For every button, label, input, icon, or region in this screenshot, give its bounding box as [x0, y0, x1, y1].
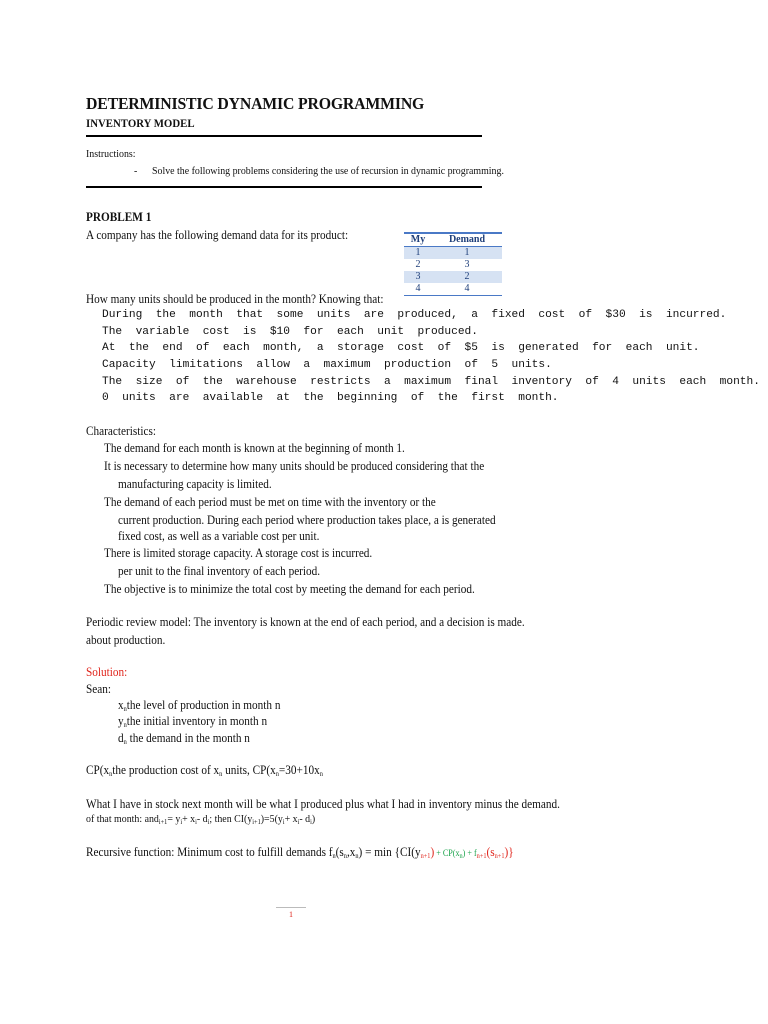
- characteristic-text: current production. During each period where production takes place, a is generated: [118, 513, 496, 527]
- table-cell-month: 1: [404, 247, 432, 260]
- instructions-text: Solve the following problems considering the use of recursion in dynamic programming.: [152, 165, 504, 177]
- characteristic-text: The demand of each period must be met on time with the inventory or the: [104, 495, 436, 509]
- table-cell-month: 4: [404, 283, 432, 296]
- solution-label: Solution:: [86, 665, 128, 679]
- doc-subtitle: INVENTORY MODEL: [86, 116, 195, 130]
- table-header-demand: Demand: [432, 233, 502, 247]
- table-row: [404, 247, 502, 260]
- problem-intro: A company has the following demand data for its product:: [86, 228, 349, 242]
- characteristic-item: [104, 441, 405, 456]
- instructions-divider: [86, 186, 482, 188]
- condition-line: The size of the warehouse restricts a maximum final inventory of 4 units each month.: [102, 376, 760, 388]
- stock-line: What I have in stock next month will be what I produced plus what I had in inventory minus the demand.: [86, 797, 560, 811]
- table-row: [404, 283, 502, 296]
- table-cell-month: 2: [415, 259, 421, 270]
- characteristic-text: There is limited storage capacity. A storage cost is incurred.: [104, 546, 373, 560]
- periodic-text: Periodic review model: The inventory is known at the end of each period, and a decision is made.: [86, 615, 525, 629]
- characteristic-text: manufacturing capacity is limited.: [118, 477, 272, 491]
- table-header-row: [404, 233, 502, 247]
- title-divider: [86, 135, 482, 137]
- condition-line: At the end of each month, a storage cost of $5 is generated for each unit.: [102, 342, 700, 354]
- instructions-bullet: -: [134, 165, 138, 177]
- production-cost-line: $CP(x_nthe$ production cost of $x_n$ units, $CP(x_n=30+10x_n$: [86, 763, 323, 778]
- recursive-function-line: Recursive function: Minimum cost to fulfill demands $f_n(s_n,x_n) = \min \{CI(y_{n+1}) + CP(x_n) + f_{n+1}(s_{n+1})\}$: [86, 845, 514, 860]
- characteristic-text: fixed cost, as well as a variable cost per unit.: [118, 529, 320, 543]
- problem-question: How many units should be produced in the month? Knowing that:: [86, 292, 384, 306]
- table-cell-demand: 3: [464, 259, 470, 270]
- table-row: [404, 259, 502, 271]
- condition-line: The variable cost is $10 for each unit produced.: [102, 326, 478, 338]
- sean-label: Sean:: [86, 682, 112, 696]
- table-header-month: My: [404, 233, 432, 247]
- characteristic-text: per unit to the final inventory of each period.: [118, 564, 321, 578]
- footer-divider: [276, 907, 306, 908]
- definition-line: $x_nthe$ level of production in month n: [118, 698, 281, 713]
- characteristic-text: The demand for each month is known at the beginning of month 1.: [104, 441, 405, 455]
- characteristic-text: It is necessary to determine how many units should be produced considering that the: [104, 459, 485, 473]
- characteristic-item: [104, 582, 475, 597]
- problem-heading: PROBLEM 1: [86, 210, 152, 224]
- definition-line: $y_nthe$ initial inventory in month n: [118, 714, 268, 729]
- instructions-label: Instructions:: [86, 148, 136, 160]
- table-cell-month: 3: [404, 271, 432, 283]
- doc-title: DETERMINISTIC DYNAMIC PROGRAMMING: [86, 94, 425, 113]
- characteristic-item: [104, 459, 484, 474]
- characteristic-item: [104, 495, 436, 510]
- condition-line: Capacity limitations allow a maximum production of 5 units.: [102, 359, 552, 371]
- periodic-text: about production.: [86, 633, 166, 647]
- characteristic-item: [104, 546, 372, 561]
- page-number: 1: [289, 910, 293, 919]
- definition-line: $d_n$ the demand in the month n: [118, 731, 250, 746]
- condition-line: During the month that some units are produced, a fixed cost of $30 is incurred.: [102, 309, 727, 321]
- table-row: [404, 271, 502, 283]
- table-cell-demand: 1: [432, 247, 502, 260]
- demand-table: [404, 232, 502, 296]
- characteristics-heading: Characteristics:: [86, 424, 156, 438]
- inventory-balance-line: of that month: $and_{i+1}= y_i+ x_i-$ $d_i$; then $CI(y_{i+1})=5(y_i+ x_i-$ $d_i$): [86, 813, 316, 826]
- table-cell-demand: 4: [432, 283, 502, 296]
- characteristic-text: The objective is to minimize the total cost by meeting the demand for each period.: [104, 582, 475, 596]
- condition-line: 0 units are available at the beginning of the first month.: [102, 392, 559, 404]
- table-cell-demand: 2: [432, 271, 502, 283]
